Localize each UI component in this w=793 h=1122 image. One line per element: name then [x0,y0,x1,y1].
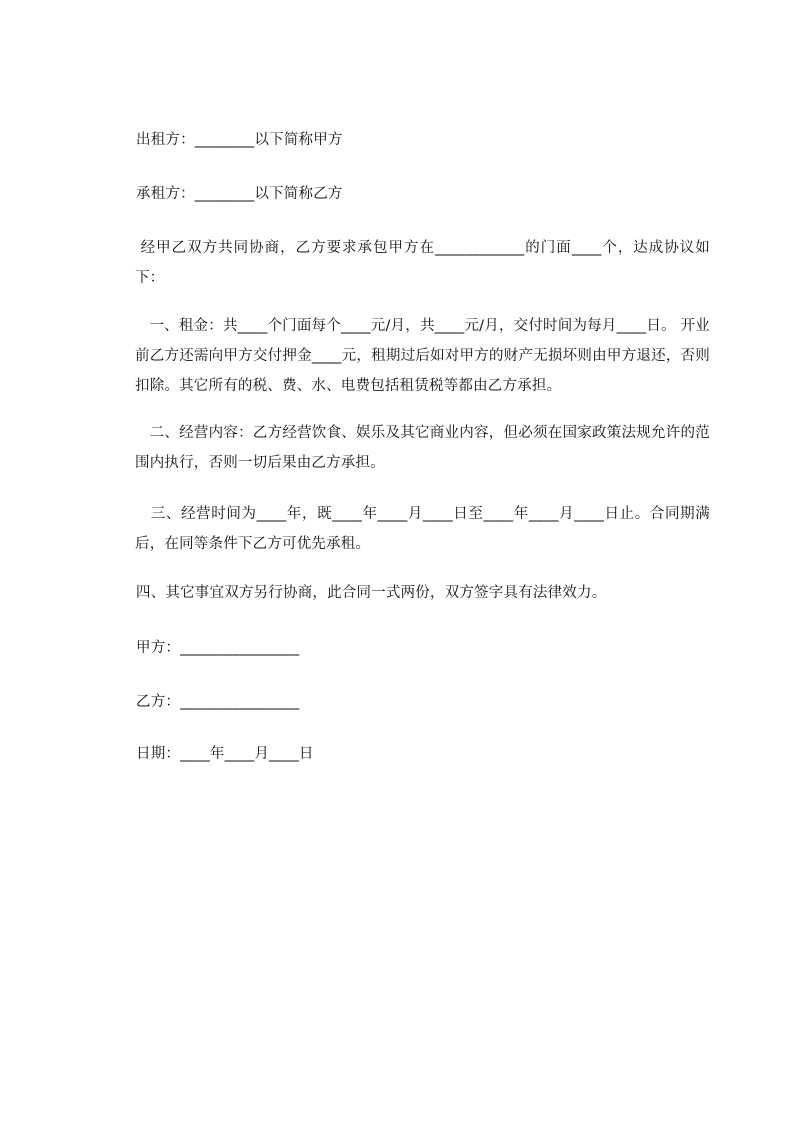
lessee-line: 承租方：________以下简称乙方 [136,186,343,202]
party-b-signature: 乙方：________________ [136,694,300,710]
lessor-line: 出租方：________以下简称甲方 [136,132,343,148]
clause-business [135,418,710,478]
clause-business-text: 二、经营内容：乙方经营饮食、娱乐及其它商业内容，但必须在国家政策法规允许的范围内执行，否则一切后果由乙方承担。 [135,425,710,471]
intro-text: 经甲乙双方共同协商，乙方要求承包甲方在____________的门面____个，达成协议如下： [135,240,710,286]
party-a-signature: 甲方：________________ [136,640,300,656]
clause-rent [135,311,710,401]
date-line: 日期：____年____月____日 [136,746,314,762]
clause-other: 四、其它事宜双方另行协商，此合同一式两份，双方签字具有法律效力。 [136,585,607,601]
clause-rent-text: 一、租金：共____个门面每个____元/月，共____元/月，交付时间为每月____日。 开业前乙方还需向甲方交付押金____元，租期过后如对甲方的财产无损坏则由甲方退还，否则扣除。其它所有的税、费、水、电费包括租赁税等都由乙方承担。 [135,318,710,394]
clause-term-text: 三、经营时间为____年，既____年____月____日至____年____月____日止。合同期满后，在同等条件下乙方可优先承租。 [135,506,710,552]
clause-term [135,499,710,559]
intro-paragraph [135,233,710,293]
